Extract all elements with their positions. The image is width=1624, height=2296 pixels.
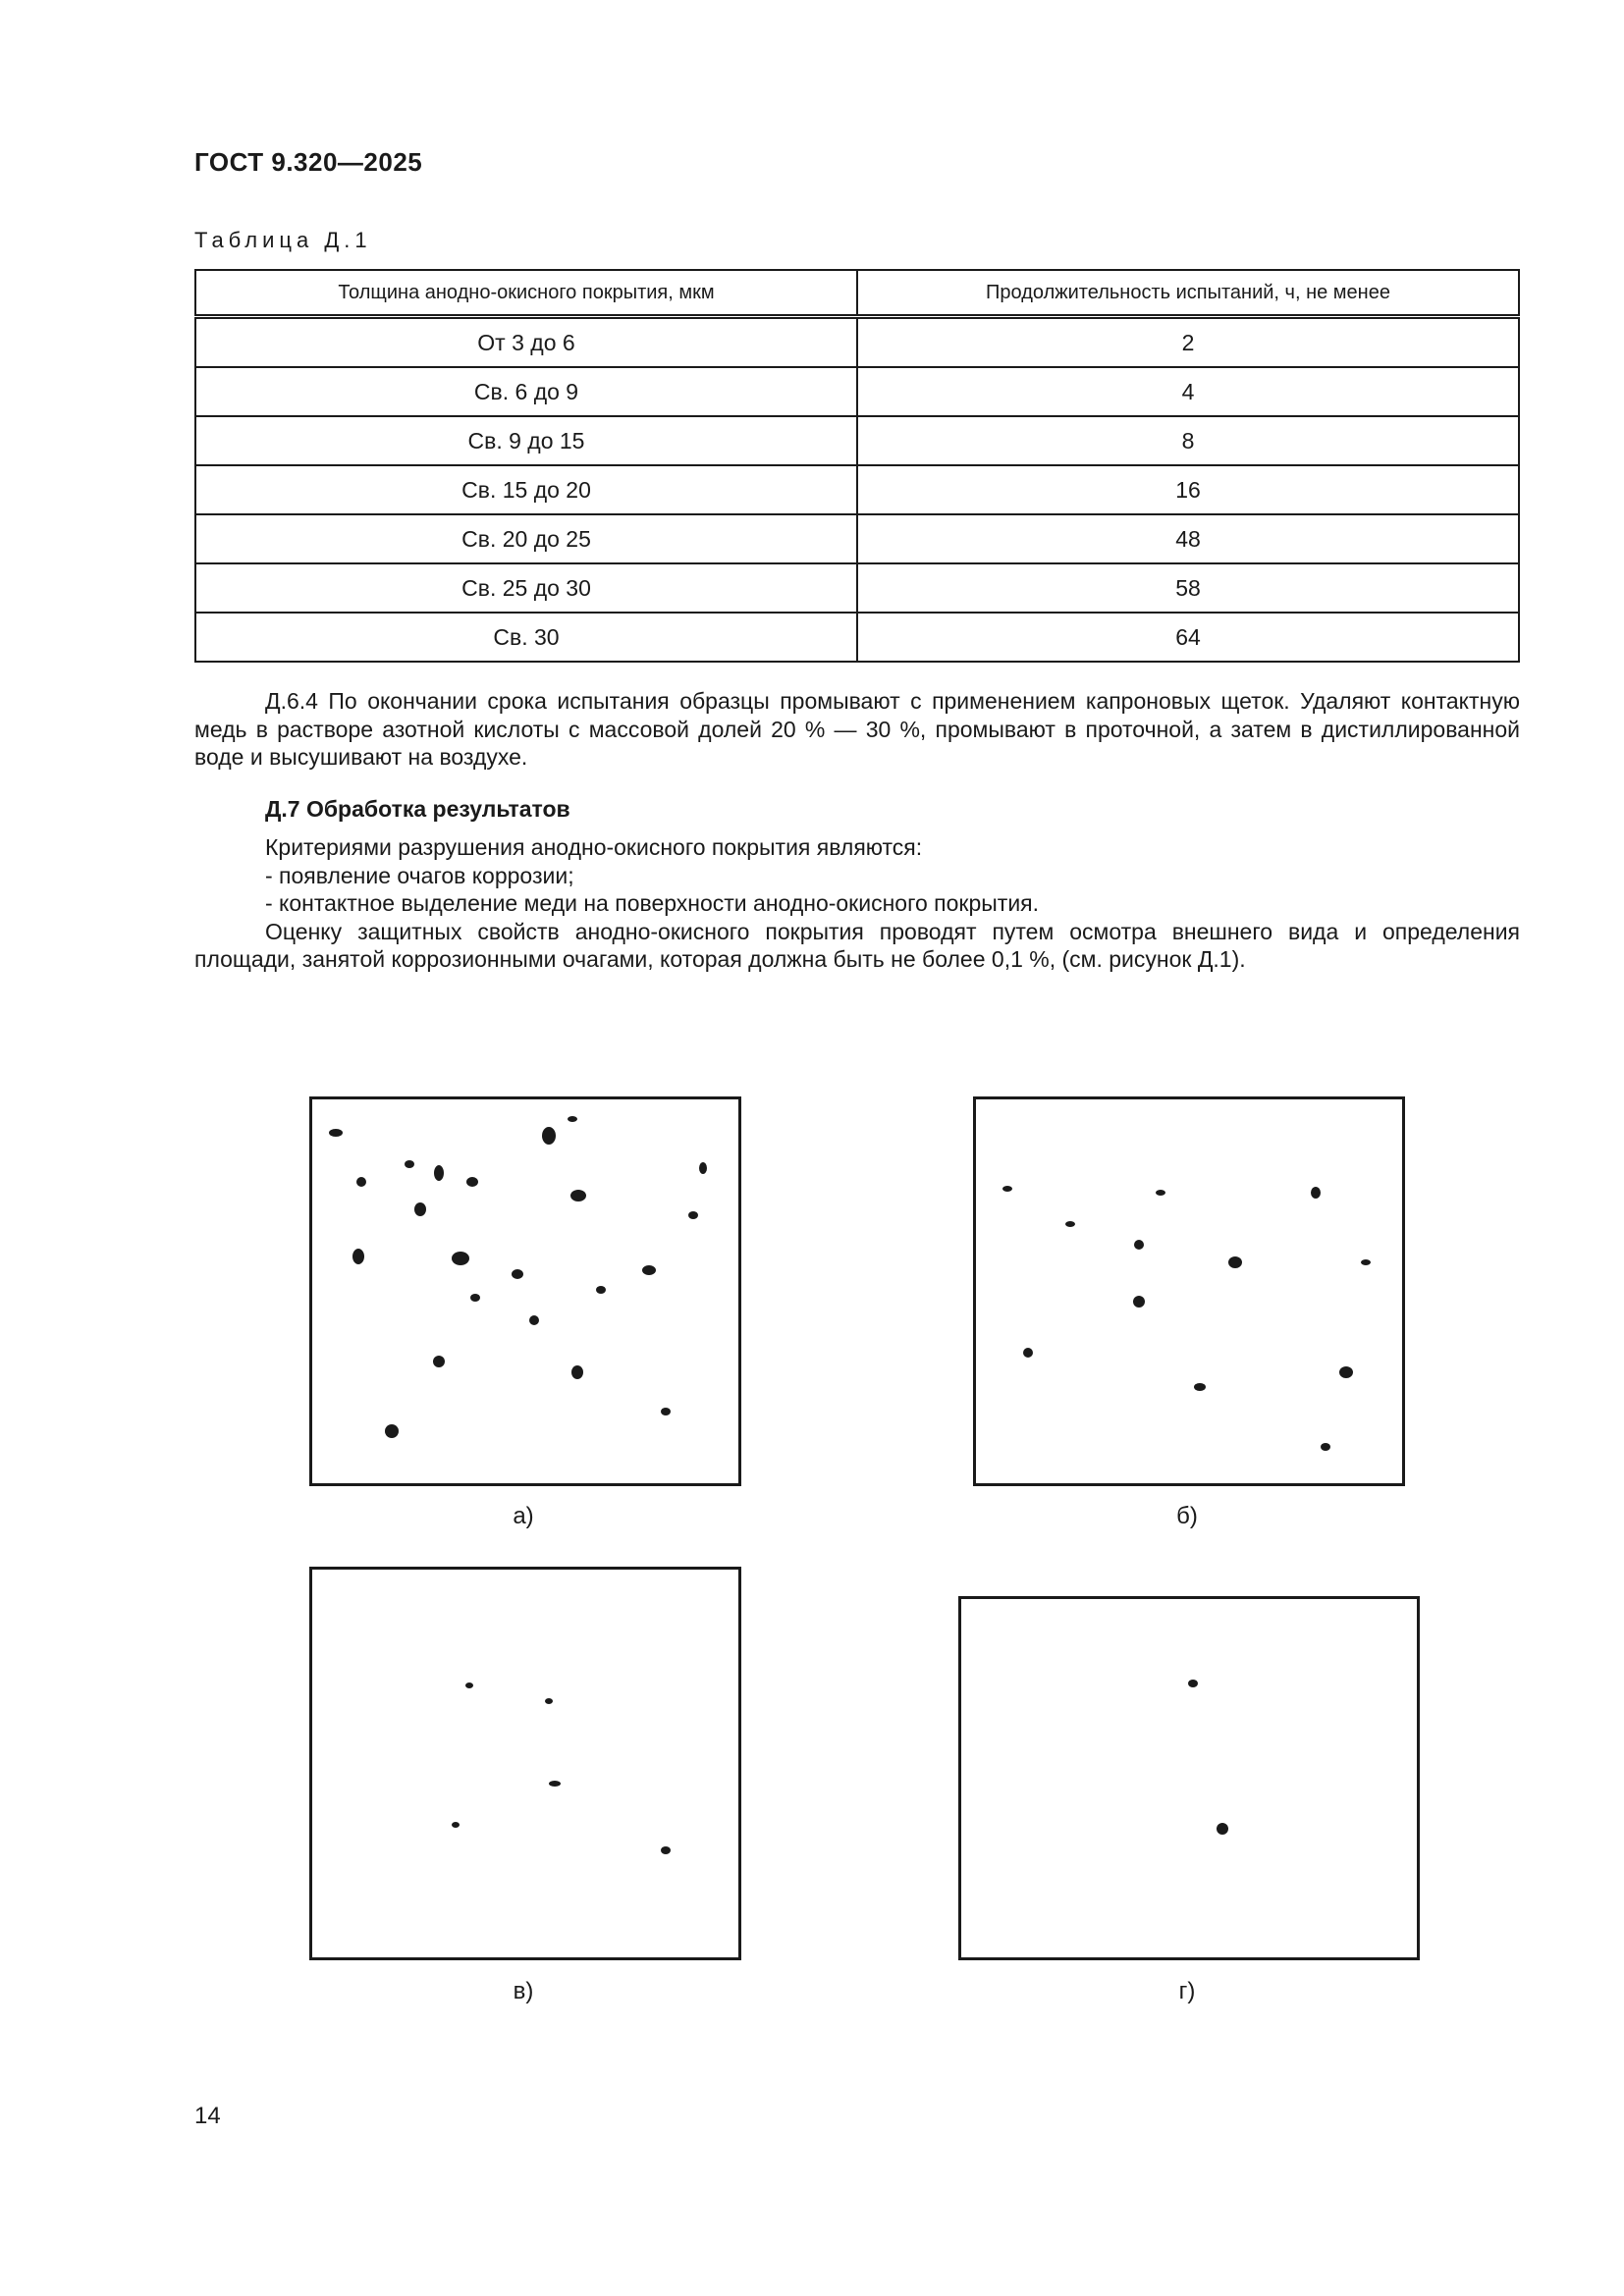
criteria-intro: Критериями разрушения анодно-окисного покрытия являются: xyxy=(265,834,923,860)
cell-duration: 58 xyxy=(857,563,1519,613)
corrosion-spot xyxy=(549,1781,561,1787)
corrosion-spot xyxy=(1217,1823,1228,1835)
corrosion-spot xyxy=(385,1424,399,1438)
corrosion-spot xyxy=(1361,1259,1371,1265)
table-row xyxy=(195,317,1519,368)
corrosion-spot xyxy=(465,1682,473,1688)
page-number: 14 xyxy=(194,2103,221,2129)
table-row xyxy=(195,514,1519,563)
cell-duration: 16 xyxy=(857,465,1519,514)
corrosion-spot xyxy=(661,1408,671,1415)
table-row xyxy=(195,416,1519,465)
corrosion-spot xyxy=(545,1698,553,1704)
criteria-item: - контактное выделение меди на поверхности анодно-окисного покрытия. xyxy=(265,890,1040,916)
corrosion-spot xyxy=(452,1252,469,1265)
corrosion-spot xyxy=(329,1129,343,1137)
cell-thickness: Св. 6 до 9 xyxy=(195,367,857,416)
section-d7-body xyxy=(194,833,1520,974)
corrosion-spot xyxy=(1339,1366,1353,1378)
corrosion-spot xyxy=(542,1127,556,1145)
figure-panel-b xyxy=(973,1096,1405,1486)
table-row xyxy=(195,367,1519,416)
cell-duration: 2 xyxy=(857,317,1519,368)
corrosion-spot xyxy=(512,1269,523,1279)
column-header-thickness: Толщина анодно-окисного покрытия, мкм xyxy=(195,270,857,317)
figure-panel-g xyxy=(958,1596,1420,1960)
cell-thickness: От 3 до 6 xyxy=(195,317,857,368)
corrosion-spot xyxy=(414,1202,426,1216)
corrosion-spot xyxy=(405,1160,414,1168)
cell-thickness: Св. 9 до 15 xyxy=(195,416,857,465)
cell-thickness: Св. 30 xyxy=(195,613,857,662)
paragraph-d64-block xyxy=(194,687,1520,772)
corrosion-spot xyxy=(699,1162,707,1174)
corrosion-spot xyxy=(470,1294,480,1302)
cell-thickness: Св. 20 до 25 xyxy=(195,514,857,563)
table-row xyxy=(195,563,1519,613)
cell-duration: 48 xyxy=(857,514,1519,563)
corrosion-spot xyxy=(434,1165,444,1181)
document-code: ГОСТ 9.320—2025 xyxy=(194,147,423,177)
table-header-row xyxy=(195,270,1519,317)
cell-duration: 8 xyxy=(857,416,1519,465)
corrosion-spot xyxy=(1156,1190,1165,1196)
figure-label-v: в) xyxy=(513,1978,534,2004)
cell-duration: 4 xyxy=(857,367,1519,416)
figure-label-g: г) xyxy=(1178,1978,1196,2004)
table-row xyxy=(195,465,1519,514)
corrosion-spot xyxy=(1321,1443,1330,1451)
corrosion-spot xyxy=(1188,1680,1198,1687)
corrosion-spot xyxy=(1194,1383,1206,1391)
corrosion-spot xyxy=(1228,1256,1242,1268)
paragraph-d64: Д.6.4 По окончании срока испытания образцы промывают с применением капроновых щеток. Удаляют контактную медь в растворе азотной кислоты с массовой долей 20 % — 30 %, промывают в проточной, а затем в дистиллированной воде и высушивают на воздухе. xyxy=(194,688,1520,770)
corrosion-spot xyxy=(661,1846,671,1854)
corrosion-spot xyxy=(1134,1240,1144,1250)
test-duration-table xyxy=(194,269,1520,663)
corrosion-spot xyxy=(529,1315,539,1325)
criteria-item: - появление очагов коррозии; xyxy=(265,862,574,888)
corrosion-spot xyxy=(433,1356,445,1367)
figure-label-a: а) xyxy=(513,1503,534,1529)
assessment-paragraph: Оценку защитных свойств анодно-окисного покрытия проводят путем осмотра внешнего вида и определения площади, занятой коррозионными очагами, которая должна быть не более 0,1 %, (см. рисунок Д.1). xyxy=(194,918,1520,972)
corrosion-spots-g xyxy=(961,1599,1417,1957)
corrosion-spot xyxy=(570,1190,586,1201)
corrosion-spot xyxy=(352,1249,364,1264)
corrosion-spot xyxy=(688,1211,698,1219)
corrosion-spot xyxy=(1023,1348,1033,1358)
corrosion-spot xyxy=(1002,1186,1012,1192)
corrosion-spot xyxy=(356,1177,366,1187)
corrosion-spots-a xyxy=(312,1099,738,1483)
corrosion-spot xyxy=(596,1286,606,1294)
corrosion-spot xyxy=(642,1265,656,1275)
cell-thickness: Св. 15 до 20 xyxy=(195,465,857,514)
cell-thickness: Св. 25 до 30 xyxy=(195,563,857,613)
corrosion-spot xyxy=(568,1116,577,1122)
corrosion-spot xyxy=(452,1822,460,1828)
corrosion-spot xyxy=(466,1177,478,1187)
corrosion-spot xyxy=(1311,1187,1321,1199)
corrosion-spots-v xyxy=(312,1570,738,1957)
column-header-duration: Продолжительность испытаний, ч, не менее xyxy=(857,270,1519,317)
figure-panel-a xyxy=(309,1096,741,1486)
cell-duration: 64 xyxy=(857,613,1519,662)
section-heading-d7: Д.7 Обработка результатов xyxy=(265,796,570,822)
figure-panel-v xyxy=(309,1567,741,1960)
corrosion-spot xyxy=(1133,1296,1145,1308)
corrosion-spot xyxy=(571,1365,583,1379)
corrosion-spots-b xyxy=(976,1099,1402,1483)
corrosion-spot xyxy=(1065,1221,1075,1227)
table-caption: Таблица Д.1 xyxy=(194,228,372,252)
figure-label-b: б) xyxy=(1176,1503,1198,1529)
table-row xyxy=(195,613,1519,662)
